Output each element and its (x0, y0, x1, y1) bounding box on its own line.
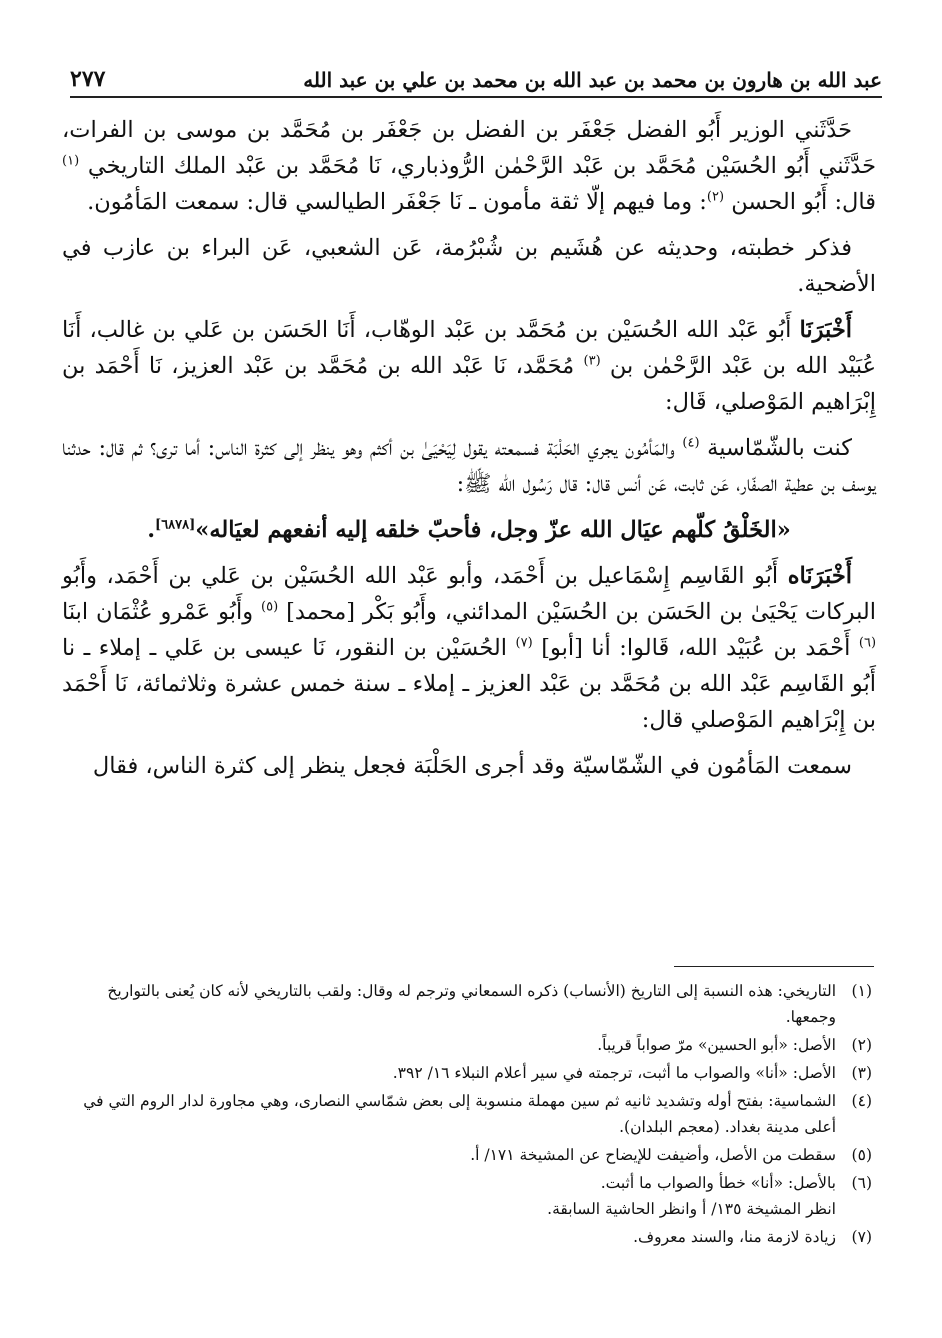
paragraph-1-text-b: قال: أَبُو الحسن (731, 189, 876, 215)
isnad-lead-word: أَخْبَرَنَا (799, 317, 852, 343)
footnote-text (66, 1170, 836, 1222)
hadith-body: «الخَلْقُ كلّهم عيَال الله عزّ وجل، فأحبّ خلقه إليه أنفعهم لعيَاله» (195, 517, 791, 543)
footnote-number: (٦) (851, 1174, 872, 1192)
footnote-number: (٤) (851, 1092, 872, 1110)
footnotes (66, 978, 872, 1252)
footnote-text: سقطت من الأصل، وأضيفت للإيضاح عن المشيخة ١٧١/ أ. (470, 1146, 836, 1164)
footnote-number: (٥) (851, 1146, 872, 1164)
paragraph-3 (62, 312, 876, 420)
footnote-text: الأصل: «أبو الحسين» مرّ صواباً قريباً. (597, 1036, 836, 1054)
footnote-divider (674, 966, 874, 967)
paragraph-1-text: حَدَّثَني الوزير أَبُو الفضل جَعْفَر بن الفضل بن جَعْفَر بن مُحَمَّد بن موسى بن الفرات، حَدَّثَني أَبُو الحُسَيْن مُحَمَّد بن عَبْد الرَّحْمٰن الرُّوذباري، نَا مُحَمَّد بن عَبْد الملك التاريخي (62, 117, 876, 179)
footnote-2 (66, 1032, 872, 1058)
footnote-6 (66, 1170, 872, 1222)
isnad-lead-word-2: أَخْبَرَنَاه (787, 563, 852, 589)
paragraph-5 (62, 558, 876, 738)
running-header (70, 58, 882, 98)
hadith-number: [٦٨٧٨] (155, 517, 196, 533)
paragraph-1-text-c: : وما فيهم إلّا ثقة مأمون ـ نَا جَعْفَر الطيالسي قال: سمعت المَأمُون. (87, 189, 707, 215)
footnote-1 (66, 978, 872, 1030)
paragraph-5-text-a: أَبُو القَاسِم إِسْمَاعيل بن أَحْمَد، وأبو عَبْد الله الحُسَيْن بن عَلي بن أَحْمَد، وأَبُو البركات يَحْيَىٰ بن الحَسَن بن الحُسَيْن المدائني، وأَبُو بَكْر [محمد] (62, 563, 876, 625)
paragraph-5-text-d: الحُسَيْن بن النقور، نَا عيسى بن عَلي ـ إملاء ـ نا أَبُو القَاسِم عَبْد الله بن مُحَمَّد بن عَبْد العزيز ـ إملاء ـ سنة خمس عشرة وثلاثمائة، نَا أَحْمَد بن إِبْرَاهيم المَوْصلي قال: (62, 635, 876, 733)
footnote-number: (٢) (851, 1036, 872, 1054)
hadith-text: «الخَلْقُ كلّهم عيَال الله عزّ وجل، فأحبّ خلقه إليه أنفعهم لعيَاله»[٦٨٧٨]. (147, 517, 791, 543)
footnote-4 (66, 1088, 872, 1140)
paragraph-4 (62, 430, 876, 502)
footnote-ref-3: (٣) (583, 353, 601, 369)
footnote-number: (٧) (851, 1228, 872, 1246)
footnote-ref-2: (٢) (706, 189, 725, 205)
footnote-text: التاريخي: هذه النسبة إلى التاريخ (الأنساب) ذكره السمعاني وترجم له وقال: ولقب بالتاريخي لأنه كان يُعنى بالتواريخ وجمعها. (107, 982, 836, 1026)
paragraph-4-text-a: كنت بالشّمّاسية (707, 435, 852, 461)
footnote-ref-1: (١) (62, 153, 80, 169)
paragraph-5-text-b: وأَبُو عَمْرو عُثْمَان ابنَا (62, 599, 254, 625)
footnote-text: زيادة لازمة منا، والسند معروف. (633, 1228, 836, 1246)
footnote-ref-4: (٤) (682, 435, 700, 451)
footnote-ref-7: (٧) (515, 635, 533, 651)
footnote-5 (66, 1142, 872, 1168)
header-title: عبد الله بن هارون بن محمد بن عبد الله بن محمد بن علي بن عبد الله (303, 68, 882, 92)
paragraph-1 (62, 112, 876, 220)
footnote-text-extra: انظر المشيخة ١٣٥/ أ وانظر الحاشية السابقة. (547, 1200, 836, 1218)
footnote-number: (٣) (851, 1064, 872, 1082)
paragraph-6: سمعت المَأمُون في الشّمّاسيّة وقد أجرى الحَلْبَة فجعل ينظر إلى كثرة الناس، فقال (92, 753, 852, 779)
footnote-ref-6: (٦) (858, 635, 877, 651)
main-text (62, 112, 876, 794)
footnote-text: الشماسية: بفتح أوله وتشديد ثانيه ثم سين مهملة منسوبة إلى بعض شمّاسي النصارى، وهي مجاورة لدار الروم التي في أعلى مدينة بغداد. (معجم البلدان). (83, 1092, 836, 1136)
page-number: ٢٧٧ (70, 66, 106, 92)
paragraph-5-text-c: أَحْمَد بن عُبَيْد الله، قَالوا: أنا [أبو] (541, 635, 851, 661)
paragraph-3-text-a: أَبُو عَبْد الله الحُسَيْن بن مُحَمَّد بن عَبْد الوهّاب، أَنَا الحَسَن بن عَلي بن غالب، أَنَا عُبَيْد الله بن عَبْد الرَّحْمٰن بن (62, 317, 877, 379)
paragraph-2: فذكر خطبته، وحديثه عن هُشَيم بن شُبْرُمة، عَن الشعبي، عَن البراء بن عازب في الأضحية. (62, 235, 876, 297)
paragraph-3-text-b: مُحَمَّد، نَا عَبْد الله بن مُحَمَّد بن عَبْد العزيز، نَا أَحْمَد بن إِبْرَاهيم المَوْصلي، قَال: (62, 353, 876, 415)
footnote-3 (66, 1060, 872, 1086)
footnote-text-main: بالأصل: «أنا» خطأ والصواب ما أثبت. (600, 1174, 836, 1192)
footnote-number: (١) (851, 982, 872, 1000)
footnote-7 (66, 1224, 872, 1250)
footnote-ref-5: (٥) (261, 599, 279, 615)
footnote-text: الأصل: «أنا» والصواب ما أثبت، ترجمته في سير أعلام النبلاء ١٦/ ٣٩٢. (392, 1064, 836, 1082)
paragraph-4-text-b: والمَأمُون يجري الحَلْبَة فسمعته يقول لِيَحْيَىٰ بن أكثم وهو ينظر إلى كثرة الناس: أما ترى؟ ثم قال: حدثنا يوسف بن عطية الصفّار، عَن ثابت، عَن أنس قال: قال رَسُول الله ﷺ: (62, 435, 876, 497)
